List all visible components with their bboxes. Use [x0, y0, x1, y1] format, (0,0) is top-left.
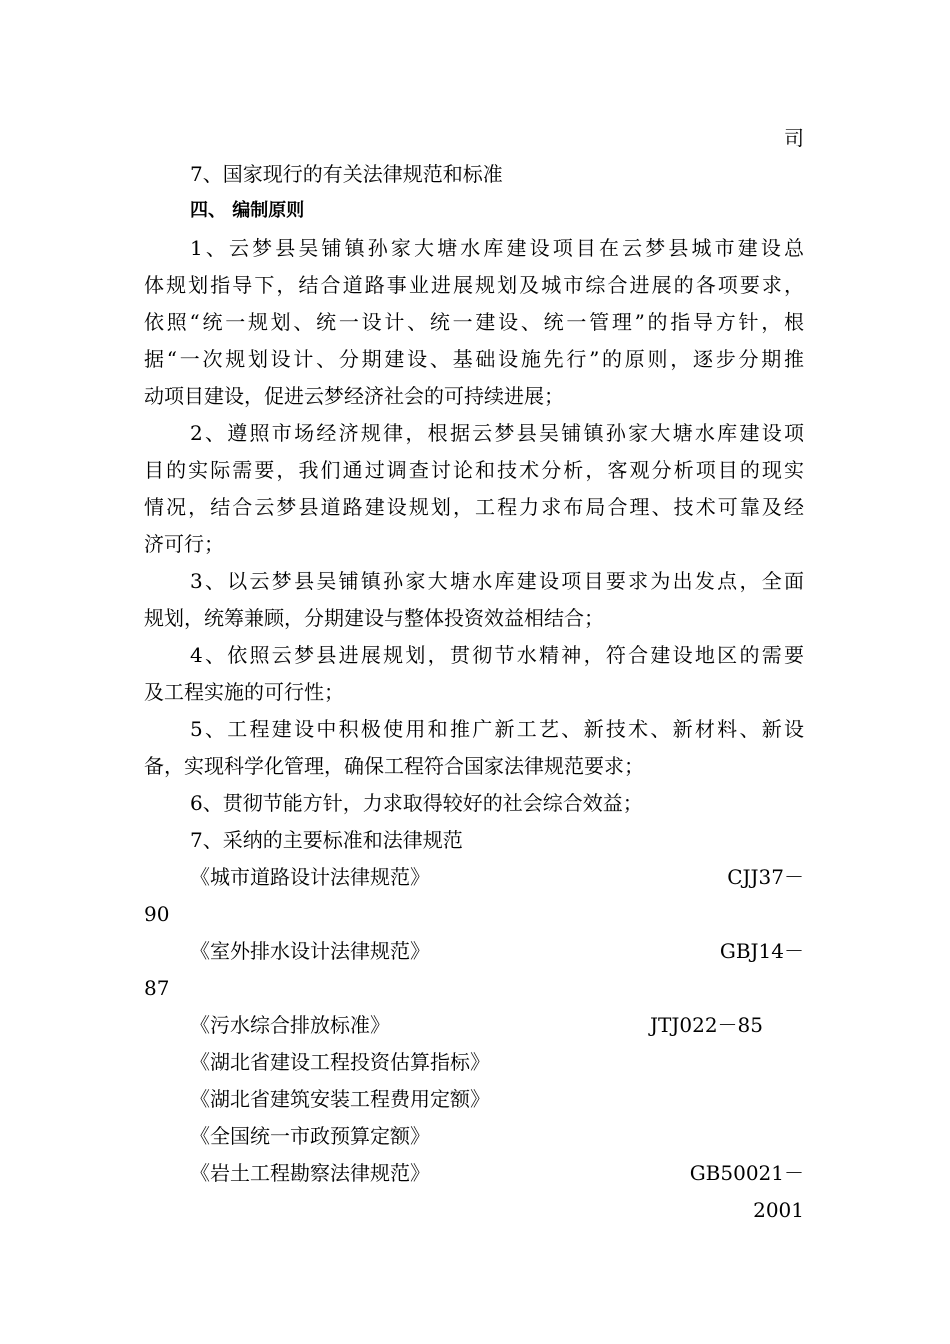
text-line: 目的实际需要，我们通过调查讨论和技术分析，客观分析项目的现实 [144, 458, 804, 482]
text-line: 体规划指导下，结合道路事业进展规划及城市综合进展的各项要求， [144, 273, 804, 297]
standard-title: 《全国统一市政预算定额》 [190, 1124, 430, 1148]
standard-code: CJJ37－ [727, 865, 804, 889]
standard-code-continued: 87 [144, 976, 170, 1000]
standard-title: 《城市道路设计法律规范》 [190, 865, 430, 889]
text-line: 规划，统筹兼顾，分期建设与整体投资效益相结合； [144, 606, 604, 630]
text-line: 备，实现科学化管理，确保工程符合国家法律规范要求； [144, 754, 644, 778]
text-line: 3、以云梦县吴铺镇孙家大塘水库建设项目要求为出发点，全面 [190, 569, 804, 593]
text-line: 6、贯彻节能方针，力求取得较好的社会综合效益； [190, 791, 643, 815]
standard-code: GB50021－ [689, 1161, 804, 1185]
text-line: 依照“统一规划、统一设计、统一建设、统一管理”的指导方针，根 [144, 310, 804, 334]
text-line: 济可行； [144, 532, 224, 556]
standard-code: JTJ022－85 [650, 1013, 763, 1037]
standard-title: 《室外排水设计法律规范》 [190, 939, 430, 963]
section-heading: 四、 编制原则 [190, 200, 305, 221]
standard-title: 《污水综合排放标准》 [190, 1013, 390, 1037]
text-line: 1、云梦县吴铺镇孙家大塘水库建设项目在云梦县城市建设总 [190, 236, 804, 260]
text-line: 2、遵照市场经济规律，根据云梦县吴铺镇孙家大塘水库建设项 [190, 421, 804, 445]
text-line: 5、工程建设中积极使用和推广新工艺、新技术、新材料、新设 [190, 717, 804, 741]
standard-title: 《湖北省建筑安装工程费用定额》 [190, 1087, 490, 1111]
standard-code: GBJ14－ [719, 939, 804, 963]
text-line: 7、采纳的主要标准和法律规范 [190, 828, 463, 852]
standard-title: 《湖北省建设工程投资估算指标》 [190, 1050, 490, 1074]
text-line: 据“一次规划设计、分期建设、基础设施先行”的原则，逐步分期推 [144, 347, 804, 371]
text-line: 7、国家现行的有关法律规范和标准 [190, 162, 503, 186]
standard-code-continued: 90 [144, 902, 170, 926]
standard-code-continued: 2001 [753, 1198, 804, 1222]
text-line: 及工程实施的可行性； [144, 680, 344, 704]
text-line: 动项目建设，促进云梦经济社会的可持续进展； [144, 384, 564, 408]
standard-title: 《岩土工程勘察法律规范》 [190, 1161, 430, 1185]
page-fragment: 司 [784, 126, 804, 150]
text-line: 情况，结合云梦县道路建设规划，工程力求布局合理、技术可靠及经 [144, 495, 804, 519]
text-line: 4、依照云梦县进展规划，贯彻节水精神，符合建设地区的需要 [190, 643, 804, 667]
